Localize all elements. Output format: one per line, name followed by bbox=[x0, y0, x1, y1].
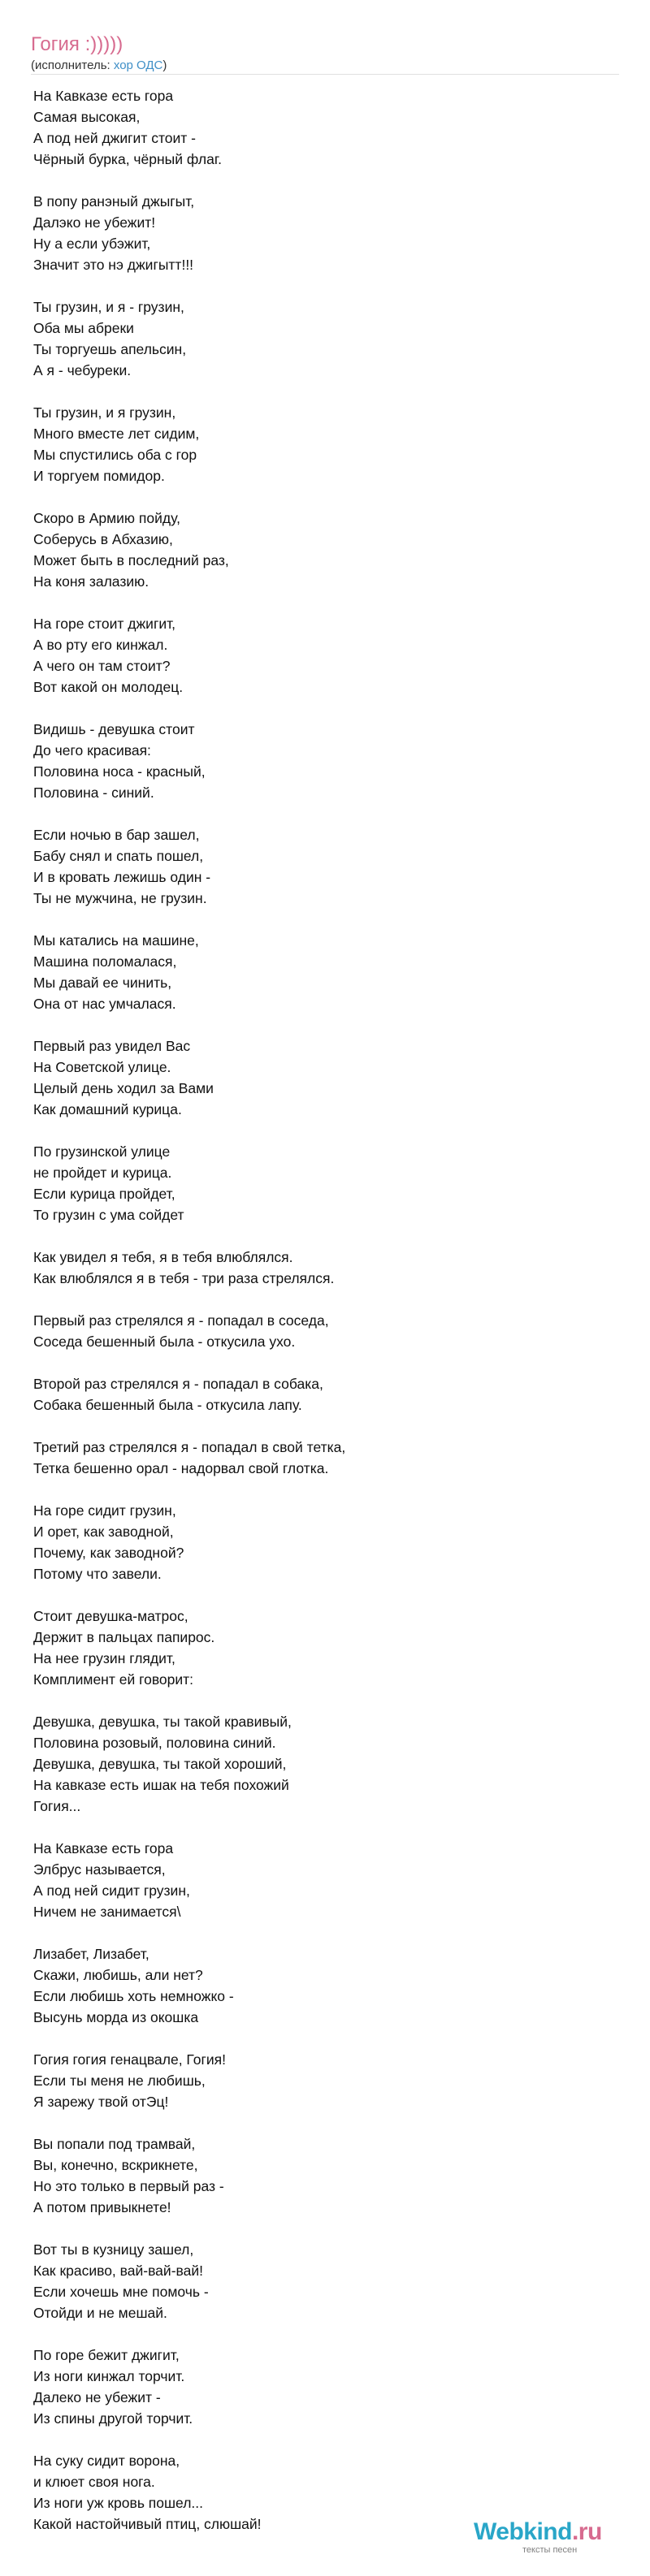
lyrics-line: Стоит девушка-матрос, bbox=[33, 1608, 188, 1624]
lyrics-line: Если ночью в бар зашел, bbox=[33, 827, 200, 843]
lyrics-stanza bbox=[33, 613, 618, 698]
lyrics-line: Но это только в первый раз - bbox=[33, 2178, 224, 2194]
lyrics-line: Собака бешенный была - откусила лапу. bbox=[33, 1397, 302, 1413]
lyrics-line: Соседа бешенный была - откусила ухо. bbox=[33, 1333, 296, 1350]
performer-prefix: (исполнитель: bbox=[31, 58, 114, 72]
logo-wordmark bbox=[474, 2518, 602, 2547]
lyrics-line: На Кавказе есть гора bbox=[33, 1840, 174, 1856]
lyrics-line: А под ней джигит стоит - bbox=[33, 130, 196, 146]
lyrics-line: Половина - синий. bbox=[33, 784, 154, 801]
lyrics-line: Тетка бешенно орал - надорвал свой глотка. bbox=[33, 1460, 329, 1476]
lyrics-line: Если хочешь мне помочь - bbox=[33, 2284, 209, 2300]
lyrics-line: Чёрный бурка, чёрный флаг. bbox=[33, 151, 222, 167]
lyrics-line: Лизабет, Лизабет, bbox=[33, 1946, 150, 1962]
lyrics-line: не пройдет и курица. bbox=[33, 1165, 172, 1181]
lyrics-line: Потому что завели. bbox=[33, 1566, 162, 1582]
lyrics-line: И в кровать лежишь один - bbox=[33, 869, 211, 885]
lyrics-stanza bbox=[33, 2133, 618, 2218]
lyrics-line: На коня залазию. bbox=[33, 573, 150, 590]
lyrics-line: Если курица пройдет, bbox=[33, 1186, 176, 1202]
lyrics-line: Третий раз стрелялся я - попадал в свой тетка, bbox=[33, 1439, 346, 1455]
lyrics-line: Девушка, девушка, ты такой хороший, bbox=[33, 1756, 287, 1772]
lyrics-line: Половина розовый, половина синий. bbox=[33, 1735, 276, 1751]
lyrics-line: Гогия... bbox=[33, 1798, 81, 1814]
lyrics-line: Далэко не убежит! bbox=[33, 214, 156, 231]
lyrics-line: А во рту его кинжал. bbox=[33, 637, 168, 653]
lyrics-stanza bbox=[33, 1711, 618, 1817]
logo-main-text: Webkind bbox=[474, 2518, 572, 2545]
lyrics-stanza bbox=[33, 85, 618, 170]
lyrics-line: А чего он там стоит? bbox=[33, 658, 171, 674]
lyrics-line: На Советской улице. bbox=[33, 1059, 171, 1075]
lyrics-line: Гогия гогия генацвале, Гогия! bbox=[33, 2051, 226, 2068]
webkind-logo[interactable] bbox=[474, 2518, 636, 2558]
lyrics-line: Самая высокая, bbox=[33, 109, 141, 125]
lyrics-line: Как домашний курица. bbox=[33, 1101, 182, 1117]
performer-suffix: ) bbox=[162, 58, 167, 72]
lyrics-line: Ты грузин, и я - грузин, bbox=[33, 299, 184, 315]
lyrics-stanza bbox=[33, 824, 618, 909]
lyrics-line: На горе сидит грузин, bbox=[33, 1502, 176, 1519]
lyrics-line: Мы спустились оба с гор bbox=[33, 447, 197, 463]
lyrics-line: и клюет своя нога. bbox=[33, 2474, 155, 2490]
lyrics-line: Вот ты в кузницу зашел, bbox=[33, 2241, 194, 2258]
lyrics-line: В попу ранэный джыгыт, bbox=[33, 193, 195, 210]
lyrics-line: Как влюблялся я в тебя - три раза стрелялся. bbox=[33, 1270, 335, 1286]
lyrics-line: По грузинской улице bbox=[33, 1143, 171, 1160]
lyrics-line: А я - чебуреки. bbox=[33, 362, 132, 378]
lyrics-stanza bbox=[33, 2345, 618, 2429]
lyrics-line: Много вместе лет сидим, bbox=[33, 426, 200, 442]
lyrics-line: Ну а если убэжит, bbox=[33, 236, 151, 252]
lyrics-stanza bbox=[33, 296, 618, 381]
logo-tagline: тексты песен bbox=[522, 2545, 578, 2555]
lyrics-line: Какой настойчивый птиц, слюшай! bbox=[33, 2516, 262, 2532]
lyrics-line: Видишь - девушка стоит bbox=[33, 721, 195, 737]
lyrics-line: Как красиво, вай-вай-вай! bbox=[33, 2263, 203, 2279]
lyrics-line: То грузин с ума сойдет bbox=[33, 1207, 184, 1223]
lyrics-line: На кавказе есть ишак на тебя похожий bbox=[33, 1777, 289, 1793]
lyrics-stanza bbox=[33, 1437, 618, 1479]
logo-suffix-text: .ru bbox=[571, 2518, 602, 2545]
lyrics-line: А под ней сидит грузин, bbox=[33, 1882, 190, 1899]
lyrics-stanza bbox=[33, 1500, 618, 1584]
lyrics-stanza bbox=[33, 2239, 618, 2323]
lyrics-line: Из ноги уж кровь пошел... bbox=[33, 2495, 203, 2511]
lyrics-line: Ты грузин, и я грузин, bbox=[33, 404, 176, 421]
lyrics-line: И орет, как заводной, bbox=[33, 1524, 174, 1540]
lyrics-line: Значит это нэ джигытт!!! bbox=[33, 257, 194, 273]
lyrics-line: Первый раз стрелялся я - попадал в соседа, bbox=[33, 1312, 329, 1329]
lyrics-line: А потом привыкнете! bbox=[33, 2199, 171, 2215]
lyrics-stanza bbox=[33, 1606, 618, 1690]
lyrics-stanza bbox=[33, 930, 618, 1014]
lyrics-line: Вот какой он молодец. bbox=[33, 679, 184, 695]
lyrics-line: Если любишь хоть немножко - bbox=[33, 1988, 234, 2004]
lyrics-stanza bbox=[33, 508, 618, 592]
lyrics-stanza bbox=[33, 1943, 618, 2028]
lyrics-body bbox=[33, 85, 618, 2556]
lyrics-line: Машина поломалася, bbox=[33, 953, 177, 970]
lyrics-line: Бабу снял и спать пошел, bbox=[33, 848, 204, 864]
lyrics-stanza bbox=[33, 1247, 618, 1289]
lyrics-line: Держит в пальцах папирос. bbox=[33, 1629, 215, 1645]
lyrics-stanza bbox=[33, 402, 618, 486]
lyrics-line: По горе бежит джигит, bbox=[33, 2347, 180, 2363]
performer-link[interactable]: хор ОДС bbox=[113, 58, 163, 72]
lyrics-line: Второй раз стрелялся я - попадал в собака, bbox=[33, 1376, 323, 1392]
lyrics-line: Первый раз увидел Вас bbox=[33, 1038, 191, 1054]
lyrics-stanza bbox=[33, 2049, 618, 2112]
lyrics-stanza bbox=[33, 1838, 618, 1922]
lyrics-line: Оба мы абреки bbox=[33, 320, 134, 336]
lyrics-line: Почему, как заводной? bbox=[33, 1545, 184, 1561]
lyrics-stanza bbox=[33, 1035, 618, 1120]
lyrics-line: Высунь морда из окошка bbox=[33, 2009, 199, 2025]
lyrics-line: Из ноги кинжал торчит. bbox=[33, 2368, 185, 2384]
lyrics-line: Ты торгуешь апельсин, bbox=[33, 341, 187, 357]
lyrics-line: Ничем не занимается\ bbox=[33, 1904, 181, 1920]
lyrics-line: Скажи, любишь, али нет? bbox=[33, 1967, 203, 1983]
lyrics-line: Вы попали под трамвай, bbox=[33, 2136, 196, 2152]
lyrics-line: Мы давай ее чинить, bbox=[33, 975, 172, 991]
lyrics-line: Отойди и не мешай. bbox=[33, 2305, 167, 2321]
lyrics-line: Элбрус называется, bbox=[33, 1861, 166, 1878]
performer-line bbox=[31, 58, 619, 73]
song-header bbox=[31, 32, 619, 73]
lyrics-line: На горе стоит джигит, bbox=[33, 616, 176, 632]
lyrics-line: Целый день ходил за Вами bbox=[33, 1080, 214, 1096]
lyrics-line: Далеко не убежит - bbox=[33, 2389, 161, 2405]
lyrics-line: Ты не мужчина, не грузин. bbox=[33, 890, 207, 906]
lyrics-line: На суку сидит ворона, bbox=[33, 2453, 180, 2469]
lyrics-line: Из спины другой торчит. bbox=[33, 2410, 193, 2427]
lyrics-stanza bbox=[33, 191, 618, 275]
lyrics-stanza bbox=[33, 719, 618, 803]
lyrics-line: До чего красивая: bbox=[33, 742, 151, 759]
lyrics-line: Соберусь в Абхазию, bbox=[33, 531, 173, 547]
lyrics-line: Она от нас умчалася. bbox=[33, 996, 176, 1012]
lyrics-line: Я зарежу твой отЭц! bbox=[33, 2094, 169, 2110]
lyrics-line: Если ты меня не любишь, bbox=[33, 2072, 206, 2089]
lyrics-line: Половина носа - красный, bbox=[33, 763, 206, 780]
lyrics-line: Девушка, девушка, ты такой кравивый, bbox=[33, 1714, 292, 1730]
lyrics-stanza bbox=[33, 1141, 618, 1225]
lyrics-line: И торгуем помидор. bbox=[33, 468, 165, 484]
lyrics-line: На Кавказе есть гора bbox=[33, 88, 174, 104]
lyrics-line: Скоро в Армию пойду, bbox=[33, 510, 180, 526]
lyrics-line: Как увидел я тебя, я в тебя влюблялся. bbox=[33, 1249, 293, 1265]
lyrics-line: Мы катались на машине, bbox=[33, 932, 199, 949]
lyrics-stanza bbox=[33, 1373, 618, 1416]
lyrics-stanza bbox=[33, 1310, 618, 1352]
lyrics-line: На нее грузин глядит, bbox=[33, 1650, 176, 1666]
song-title: Гогия :))))) bbox=[31, 33, 124, 55]
lyrics-line: Вы, конечно, вскрикнете, bbox=[33, 2157, 198, 2173]
lyrics-line: Комплимент ей говорит: bbox=[33, 1671, 194, 1688]
lyrics-line: Может быть в последний раз, bbox=[33, 552, 229, 568]
header-divider bbox=[31, 74, 619, 75]
